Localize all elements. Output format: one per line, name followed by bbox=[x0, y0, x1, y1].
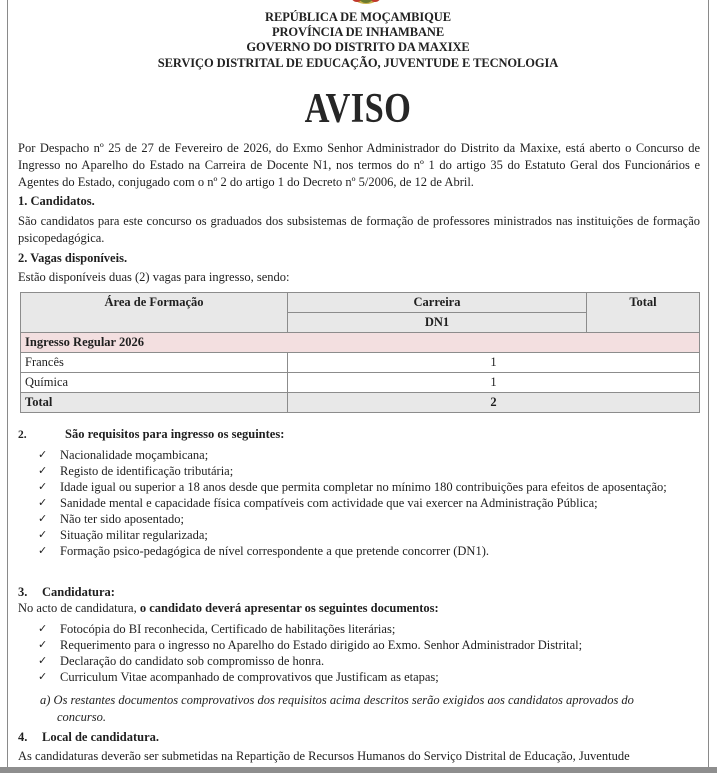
header-line-district: GOVERNO DO DISTRITO DA MAXIXE bbox=[246, 40, 470, 54]
bottom-scroll-edge bbox=[0, 767, 717, 773]
section2-heading: 2. Vagas disponíveis. bbox=[18, 251, 128, 265]
page-title: AVISO bbox=[304, 86, 412, 132]
intro-paragraph: Por Despacho nº 25 de 27 de Fevereiro de 2026, do Exmo Senhor Administrador do Distrito da Maxixe, está aberto o Concurso de Ingresso no Aparelho do Estado na Carreira de Docente N1, nos termos do nº 1 do artigo 35 do Estatuto Geral dos Funcionários e Agentes do Estado, conjugado com o nº 2 do artigo 1 do Decreto nº 5/2006, de 12 de Abril. bbox=[18, 141, 700, 189]
check-icon: ✓ bbox=[38, 529, 48, 541]
check-icon: ✓ bbox=[38, 513, 48, 525]
documentos-list bbox=[38, 621, 700, 685]
candidatura-heading bbox=[18, 584, 115, 601]
table-row bbox=[21, 373, 700, 393]
total-row bbox=[21, 393, 700, 413]
check-icon: ✓ bbox=[38, 639, 48, 651]
local-heading bbox=[18, 729, 159, 746]
col-header-total: Total bbox=[587, 293, 700, 333]
row-area: Francês bbox=[21, 353, 288, 373]
row-value: 1 bbox=[288, 353, 700, 373]
check-icon: ✓ bbox=[38, 671, 48, 683]
check-icon: ✓ bbox=[38, 655, 48, 667]
documentos-note: a) Os restantes documentos comprovativos dos requisitos acima descritos serão exigidos aos candidatos aprovados do concurso. bbox=[40, 693, 634, 724]
list-item: ✓ Sanidade mental e capacidade física compatíveis com actividade que vai exercer na Administração Pública; bbox=[38, 496, 598, 510]
check-icon: ✓ bbox=[38, 449, 48, 461]
row-value: 1 bbox=[288, 373, 700, 393]
total-value: 2 bbox=[288, 393, 700, 413]
list-item: ✓ Curriculum Vitae acompanhado de comprovativos que Justificam as etapas; bbox=[38, 670, 439, 684]
check-icon: ✓ bbox=[38, 497, 48, 509]
list-item: ✓ Registo de identificação tributária; bbox=[38, 464, 234, 478]
check-icon: ✓ bbox=[38, 623, 48, 635]
check-icon: ✓ bbox=[38, 481, 48, 493]
list-item: ✓ Não ter sido aposentado; bbox=[38, 512, 184, 526]
requisitos-heading bbox=[18, 426, 284, 444]
check-icon: ✓ bbox=[38, 545, 48, 557]
section1-heading: 1. Candidatos. bbox=[18, 194, 95, 208]
requisitos-list bbox=[38, 447, 700, 559]
candidatura-number: 3. bbox=[18, 585, 28, 599]
vagas-table bbox=[20, 292, 700, 413]
col-subheader-dn1: DN1 bbox=[288, 313, 587, 333]
section2-text: Estão disponíveis duas (2) vagas para ingresso, sendo: bbox=[18, 270, 290, 284]
local-title: Local de candidatura. bbox=[42, 730, 160, 744]
coat-of-arms-icon bbox=[348, 0, 384, 6]
list-item: ✓ Fotocópia do BI reconhecida, Certificado de habilitações literárias; bbox=[38, 622, 396, 636]
candidatura-intro: No acto de candidatura, o candidato deverá apresentar os seguintes documentos: bbox=[18, 601, 439, 615]
list-item: ✓ Situação militar regularizada; bbox=[38, 528, 208, 542]
group-row-ingresso: Ingresso Regular 2026 bbox=[21, 333, 700, 353]
section1-text: São candidatos para este concurso os graduados dos subsistemas de formação de professores ministrados nas instituições de formação psicopedagógica. bbox=[18, 214, 700, 245]
local-text: As candidaturas deverão ser submetidas na Repartição de Recursos Humanos do Serviço Distrital de Educação, Juventude bbox=[18, 749, 630, 763]
table-row bbox=[21, 353, 700, 373]
candidatura-title: Candidatura: bbox=[42, 585, 115, 599]
list-item: ✓ Nacionalidade moçambicana; bbox=[38, 448, 209, 462]
list-item: ✓ Formação psico-pedagógica de nível correspondente a que pretende concorrer (DN1). bbox=[38, 544, 489, 558]
requisitos-number: 2. bbox=[18, 429, 27, 441]
check-icon: ✓ bbox=[38, 465, 48, 477]
local-number: 4. bbox=[18, 730, 28, 744]
list-item: ✓ Requerimento para o ingresso no Aparelho do Estado dirigido ao Exmo. Senhor Administrador Distrital; bbox=[38, 638, 583, 652]
col-header-carreira: Carreira bbox=[288, 293, 587, 313]
header-line-service: SERVIÇO DISTRITAL DE EDUCAÇÃO, JUVENTUDE E TECNOLOGIA bbox=[157, 56, 559, 70]
row-area: Química bbox=[21, 373, 288, 393]
header-line-province: PROVÍNCIA DE INHAMBANE bbox=[271, 25, 445, 39]
total-label: Total bbox=[21, 393, 288, 413]
requisitos-title: São requisitos para ingresso os seguintes: bbox=[65, 427, 285, 441]
list-item: ✓ Idade igual ou superior a 18 anos desde que permita completar no mínimo 180 contribuições para efeitos de aposentação; bbox=[38, 480, 667, 494]
header-line-republic: REPÚBLICA DE MOÇAMBIQUE bbox=[265, 10, 451, 24]
list-item: ✓ Declaração do candidato sob compromisso de honra. bbox=[38, 654, 325, 668]
col-header-area: Área de Formação bbox=[21, 293, 288, 333]
document-page bbox=[7, 0, 709, 767]
